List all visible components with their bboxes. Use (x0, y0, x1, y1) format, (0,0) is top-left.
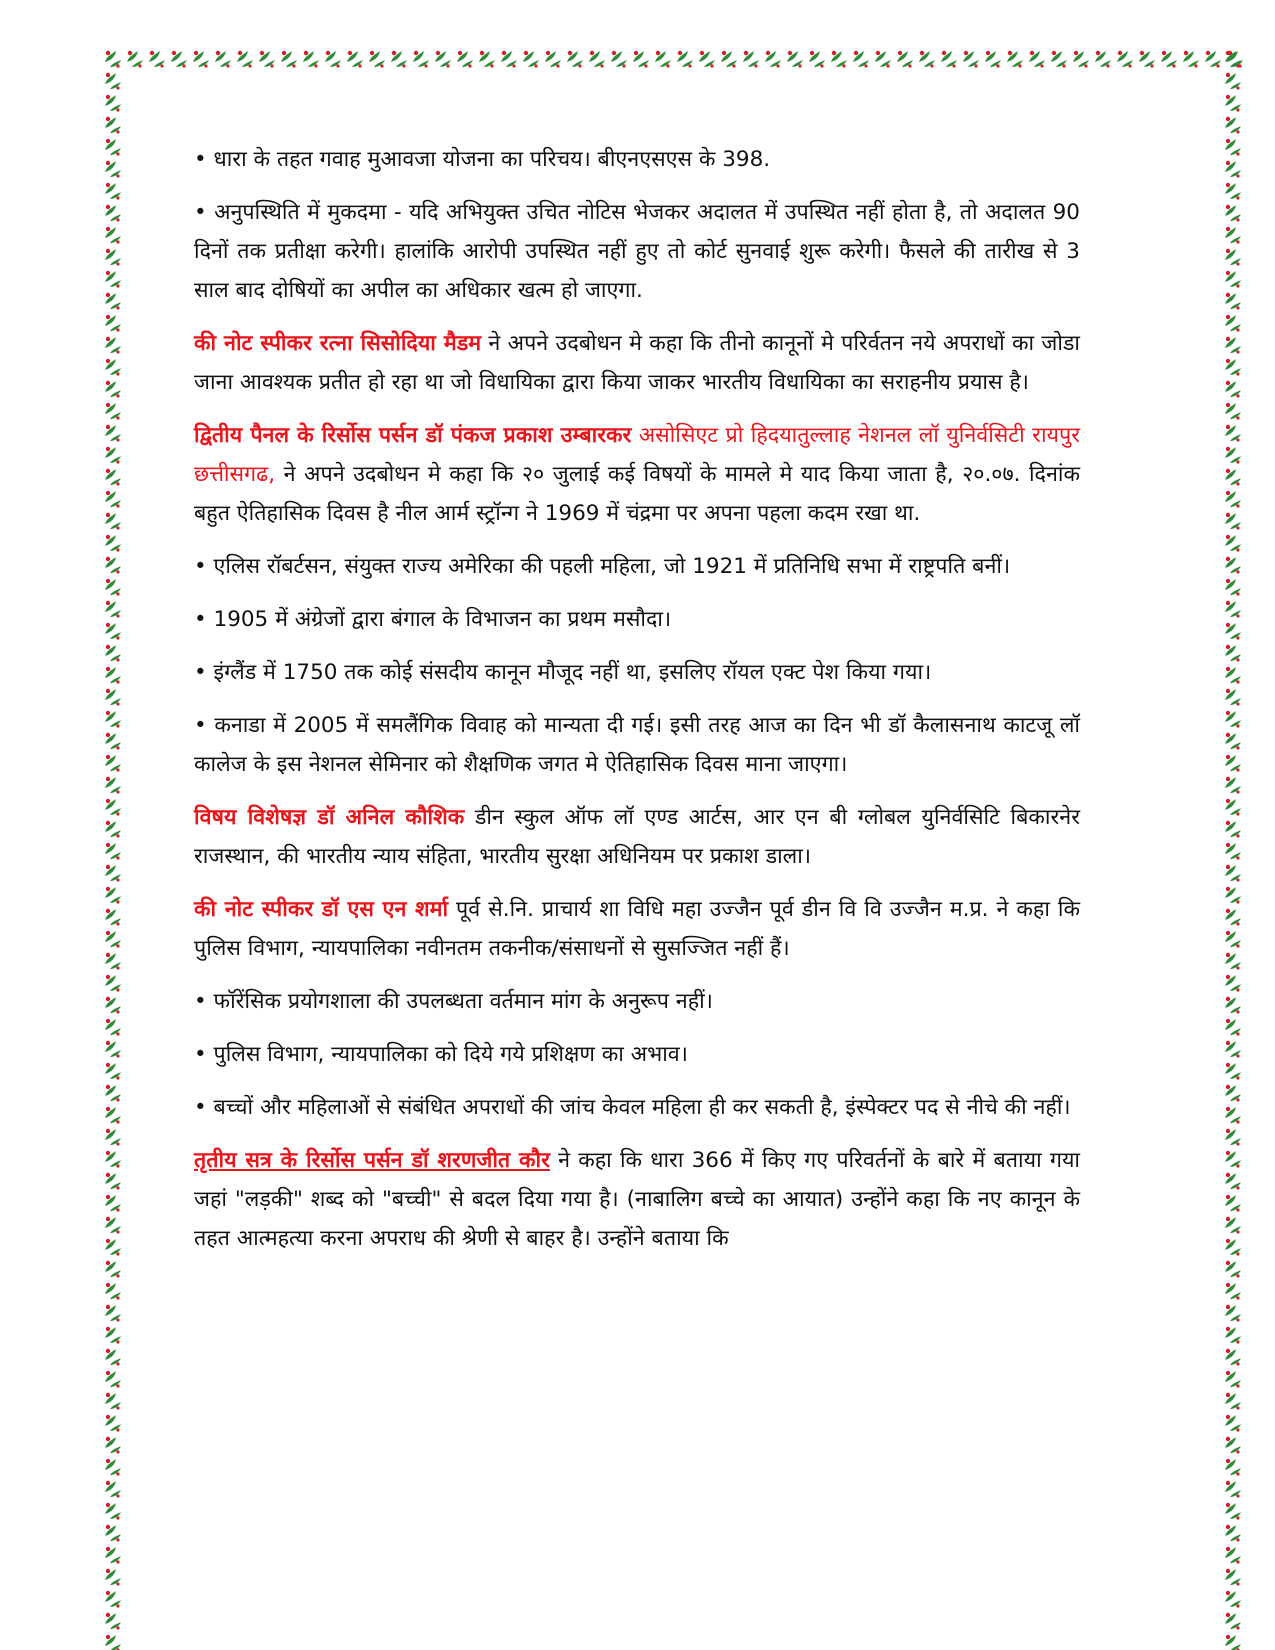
paragraph (194, 1088, 1080, 1127)
speaker-name-highlight: द्वितीय पैनल के रिर्सोस पर्सन डॉ पंकज प्रकाश उम्बारकर (194, 423, 632, 448)
paragraph (194, 416, 1080, 533)
paragraph-text: • 1905 में अंग्रेजों द्वारा बंगाल के विभाजन का प्रथम मसौदा। (194, 607, 672, 632)
paragraph-text: • फॉरेंसिक प्रयोगशाला की उपलब्धता वर्तमान मांग के अनुरूप नहीं। (194, 989, 713, 1014)
paragraph (194, 982, 1080, 1021)
paragraph (194, 798, 1080, 876)
paragraph-text: • कनाडा में 2005 में समलैंगिक विवाह को मान्यता दी गई। इसी तरह आज का दिन भी डॉ कैलासनाथ काटजू लॉ कालेज के इस नेशनल सेमिनार को शैक्षणिक जगत मे ऐतिहासिक दिवस माना जाएगा। (194, 713, 1080, 777)
holly-border-right-icon (1222, 48, 1244, 1650)
paragraph-text: • पुलिस विभाग, न्यायपालिका को दिये गये प्रशिक्षण का अभाव। (194, 1042, 688, 1067)
paragraph (194, 324, 1080, 402)
paragraph (194, 890, 1080, 968)
paragraph (194, 140, 1080, 179)
holly-border-top-icon (102, 48, 1244, 70)
speaker-affiliation: असोसिएट प्रो हिदयातुल्लाह नेशनल लॉ युनिर्वसिटी रायपुर छत्तीसगढ, (194, 423, 1080, 487)
speaker-name-highlight: विषय विशेषज्ञ डॉ अनिल कौशिक (194, 805, 465, 830)
paragraph-text: • धारा के तहत गवाह मुआवजा योजना का परिचय। बीएनएसएस के 398. (194, 147, 771, 172)
paragraph-text: ने अपने उदबोधन मे कहा कि २० जुलाई कई विषयों के मामले मे याद किया जाता है, २०.०७. दिनांक बहुत ऐतिहासिक दिवस है नील आर्म स्ट्रॉन्ग ने 1969 में चंद्रमा पर अपना पहला कदम रखा था. (194, 462, 1080, 526)
paragraph (194, 193, 1080, 310)
paragraph (194, 653, 1080, 692)
paragraph-text: ने अपने उदबोधन मे कहा कि तीनो कानूनों मे परिर्वतन नये अपराधों का जोडा जाना आवश्यक प्रतीत हो रहा था जो विधायिका द्वारा किया जाकर भारतीय विधायिका का सराहनीय प्रयास है। (194, 331, 1080, 395)
paragraph (194, 1141, 1080, 1258)
paragraph-text: • अनुपस्थिति में मुकदमा - यदि अभियुक्त उचित नोटिस भेजकर अदालत में उपस्थित नहीं होता है, तो अदालत 90 दिनों तक प्रतीक्षा करेगी। हालांकि आरोपी उपस्थित नहीं हुए तो कोर्ट सुनवाई शुरू करेगी। फैसले की तारीख से 3 साल बाद दोषियों का अपील का अधिकार खत्म हो जाएगा. (194, 200, 1080, 303)
document-body (194, 140, 1080, 1272)
paragraph (194, 706, 1080, 784)
paragraph-text: • बच्चों और महिलाओं से संबंधित अपराधों की जांच केवल महिला ही कर सकती है, इंस्पेक्टर पद से नीचे की नहीं। (194, 1095, 1071, 1120)
speaker-name-highlight: तृतीय सत्र के रिर्सोस पर्सन डॉ शरणजीत कौर (194, 1148, 550, 1173)
paragraph (194, 1035, 1080, 1074)
holly-border-left-icon (102, 48, 124, 1650)
paragraph (194, 600, 1080, 639)
paragraph-text: पूर्व से.नि. प्राचार्य शा विधि महा उज्जैन पूर्व डीन वि वि उज्जैन म.प्र. ने कहा कि पुलिस विभाग, न्यायपालिका नवीनतम तकनीक/संसाधनों से सुसज्जित नहीं हैं। (194, 897, 1080, 961)
paragraph-text: डीन स्कुल ऑफ लॉ एण्ड आर्टस, आर एन बी ग्लोबल युनिर्वसिटि बिकारनेर राजस्थान, की भारतीय न्याय संहिता, भारतीय सुरक्षा अधिनियम पर प्रकाश डाला। (194, 805, 1080, 869)
paragraph-text: ने कहा कि धारा 366 में किए गए परिवर्तनों के बारे में बताया गया जहां "लड़की" शब्द को "बच्ची" से बदल दिया गया है। (नाबालिग बच्चे का आयात) उन्होंने कहा कि नए कानून के तहत आत्महत्या करना अपराध की श्रेणी से बाहर है। उन्होंने बताया कि (194, 1148, 1080, 1251)
paragraph-text: • इंग्लैंड में 1750 तक कोई संसदीय कानून मौजूद नहीं था, इसलिए रॉयल एक्ट पेश किया गया। (194, 660, 932, 685)
speaker-name-highlight: की नोट स्पीकर डॉ एस एन शर्मा (194, 897, 449, 922)
speaker-name-highlight: की नोट स्पीकर रत्ना सिसोदिया मैडम (194, 331, 482, 356)
paragraph-text: • एलिस रॉबर्टसन, संयुक्त राज्य अमेरिका की पहली महिला, जो 1921 में प्रतिनिधि सभा में राष्ट्रपति बनीं। (194, 554, 1011, 579)
paragraph (194, 547, 1080, 586)
